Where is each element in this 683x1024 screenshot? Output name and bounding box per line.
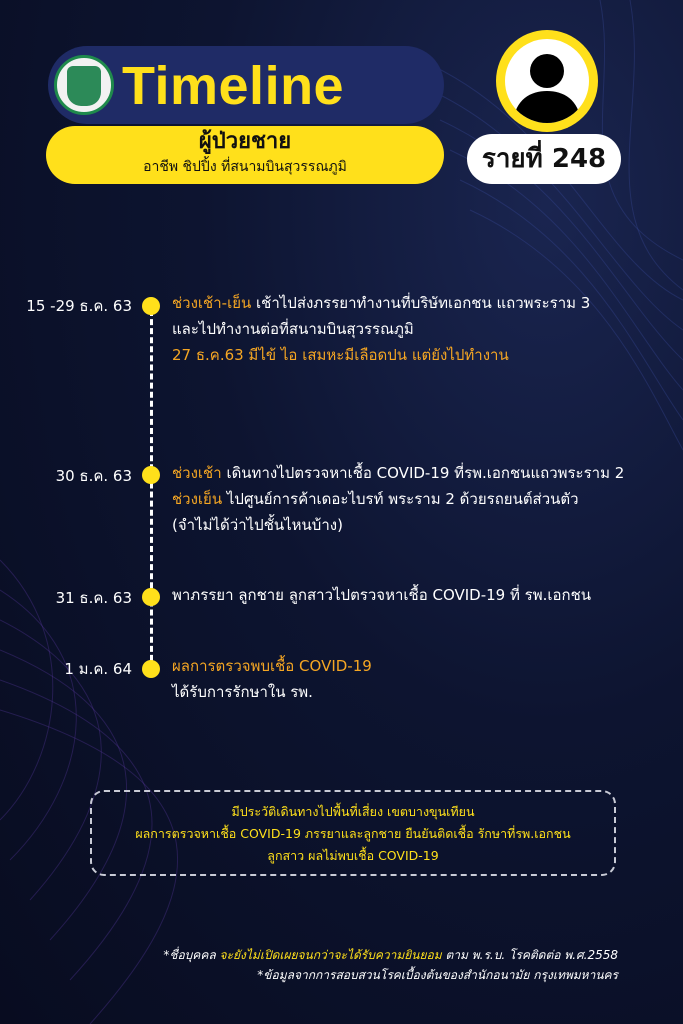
timeline-dot (142, 297, 160, 315)
footer-disclaimer: *ชื่อบุคคล จะยังไม่เปิดเผยจนกว่าจะได้รับความยินยอม ตาม พ.ร.บ. โรคติดต่อ พ.ศ.2558 (163, 948, 618, 962)
entry-highlight: ผลการตรวจพบเชื้อ COVID-19 (172, 657, 372, 675)
entry-text: ได้รับการรักษาใน รพ. (172, 683, 313, 701)
entry-highlight: ช่วงเย็น (172, 490, 223, 508)
timeline-date: 31 ธ.ค. 63 (55, 589, 132, 607)
entry-text: พาภรรยา ลูกชาย ลูกสาวไปตรวจหาเชื้อ COVID-19 ที่ รพ.เอกชน (172, 586, 592, 604)
footer-source: *ข้อมูลจากการสอบสวนโรคเบื้องต้นของสำนักอนามัย กรุงเทพมหานคร (257, 968, 618, 982)
timeline-date: 1 ม.ค. 64 (64, 660, 132, 678)
timeline-entry (172, 653, 672, 705)
entry-text: เช้าไปส่งภรรยาทำงานที่บริษัทเอกชน แถวพระราม 3 (251, 294, 591, 312)
note-line: ลูกสาว ผลไม่พบเชื้อ COVID-19 (267, 848, 439, 863)
timeline-connector (150, 310, 153, 670)
entry-text: (จำไม่ได้ว่าไปชั้นไหนบ้าง) (172, 516, 343, 534)
patient-gender: ผู้ป่วยชาย (198, 129, 292, 154)
timeline-dot (142, 660, 160, 678)
patient-occupation: อาชีพ ชิปปิ้ง ที่สนามบินสุวรรณภูมิ (143, 159, 347, 175)
timeline-entry (172, 460, 672, 538)
timeline-date: 15 -29 ธ.ค. 63 (26, 297, 132, 315)
summary-note-box (90, 790, 616, 876)
entry-highlight: 27 ธ.ค.63 มีไข้ ไอ เสมหะมีเลือดปน แต่ยังไปทำงาน (172, 346, 509, 364)
timeline-dot (142, 466, 160, 484)
person-silhouette-icon (505, 39, 589, 123)
timeline-entry (172, 290, 672, 368)
entry-text: และไปทำงานต่อที่สนามบินสุวรรณภูมิ (172, 320, 414, 338)
entry-text: ไปศูนย์การค้าเดอะไบรท์ พระราม 2 ด้วยรถยนต์ส่วนตัว (222, 490, 579, 508)
timeline-dot (142, 588, 160, 606)
note-line: ผลการตรวจหาเชื้อ COVID-19 ภรรยาและลูกชาย ยืนยันติดเชื้อ รักษาที่รพ.เอกชน (135, 826, 571, 841)
note-line: มีประวัติเดินทางไปพื้นที่เสี่ยง เขตบางขุนเทียน (231, 804, 475, 819)
bangkok-seal-logo (54, 55, 114, 115)
timeline-date: 30 ธ.ค. 63 (55, 467, 132, 485)
timeline-entry (172, 582, 672, 608)
entry-highlight: ช่วงเช้า (172, 464, 222, 482)
entry-highlight: ช่วงเช้า-เย็น (172, 294, 252, 312)
avatar (496, 30, 598, 132)
entry-text: เดินทางไปตรวจหาเชื้อ COVID-19 ที่รพ.เอกชนแถวพระราม 2 (221, 464, 625, 482)
patient-info-banner (46, 126, 444, 184)
case-number-badge: รายที่ 248 (467, 134, 621, 184)
footer-highlight: จะยังไม่เปิดเผยจนกว่าจะได้รับความยินยอม (219, 948, 442, 962)
page-title: Timeline (122, 56, 345, 116)
